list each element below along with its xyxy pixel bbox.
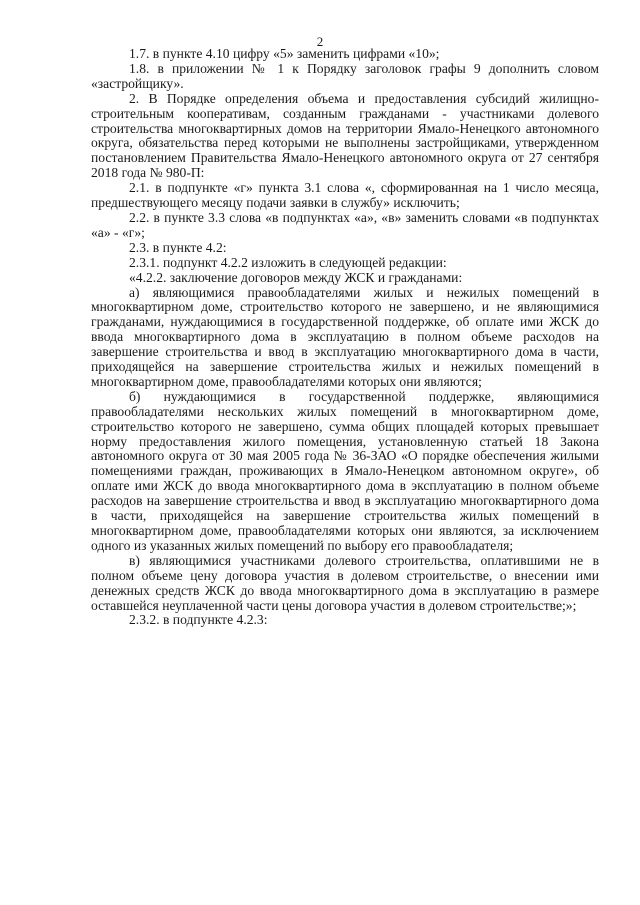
paragraph-item-b: б) нуждающимися в государственной поддержке, являющимися правообладателями нескольких жилых помещений в многоквартирном доме, строительство которого не завершено, сумма общих площадей которых превышает норму предоставления жилого помещения, установленную статьей 18 Закона автономного округа от 30 мая 2005 года № 36-ЗАО «О порядке обеспечения жилыми помещениями граждан, проживающих в Ямало-Ненецком автономном округе», об оплате ими ЖСК до ввода многоквартирного дома в эксплуатацию в полном объеме расходов на завершение строительства и ввод в эксплуатацию многоквартирного дома в части, приходящейся на завершение строительства жилых помещений в многоквартирном доме, правообладателями которых они являются, за исключением одного из указанных жилых помещений по выбору его правообладателя; [91,388,599,553]
page-number: 2 [316,34,324,49]
paragraph-2-3-2: 2.3.2. в подпункте 4.2.3: [129,612,268,628]
paragraph-1-8: 1.8. в приложении № 1 к Порядку заголовок графы 9 дополнить словом «застройщику». [91,60,599,91]
paragraph-2-3: 2.3. в пункте 4.2: [129,239,227,255]
paragraph-2: 2. В Порядке определения объема и предоставления субсидий жилищно-строительным кооперативам, созданным гражданами - участниками долевого строительства многоквартирных домов на территории Ямало-Ненецкого автономного округа, обязательства перед которыми не выполнены застройщиками, утвержденном постановлением Правительства Ямало-Ненецкого автономного округа от 27 сентября 2018 года № 980-П: [91,90,599,181]
paragraph-item-v: в) являющимися участниками долевого строительства, оплатившими не в полном объеме цену договора участия в долевом строительстве, о внесении ими денежных средств ЖСК до ввода многоквартирного дома в эксплуатацию в размере оставшейся неуплаченной части цены договора участия в долевом строительстве;»; [91,552,599,613]
paragraph-2-1: 2.1. в подпункте «г» пункта 3.1 слова «, сформированная на 1 число месяца, предшествующего месяцу подачи заявки в службу» исключить; [91,180,599,211]
paragraph-2-3-1: 2.3.1. подпункт 4.2.2 изложить в следующей редакции: [129,254,447,270]
paragraph-1-7: 1.7. в пункте 4.10 цифру «5» заменить цифрами «10»; [129,46,440,61]
paragraph-4-2-2: «4.2.2. заключение договоров между ЖСК и гражданами: [129,269,463,285]
paragraph-2-2: 2.2. в пункте 3.3 слова «в подпунктах «а», «в» заменить словами «в подпунктах «а» - «г»; [91,209,599,240]
paragraph-item-a: а) являющимися правообладателями жилых и нежилых помещений в многоквартирном доме, строительство которого не завершено, и не являющимися гражданами, нуждающимися в государственной поддержке, об оплате ими ЖСК до ввода многоквартирного дома в эксплуатацию в полном объеме расходов на завершение строительства и ввод в эксплуатацию многоквартирного дома в части, приходящейся на завершение строительства жилых и нежилых помещений в многоквартирном доме, правообладателями которых они являются; [91,284,599,389]
document-body [91,47,599,628]
